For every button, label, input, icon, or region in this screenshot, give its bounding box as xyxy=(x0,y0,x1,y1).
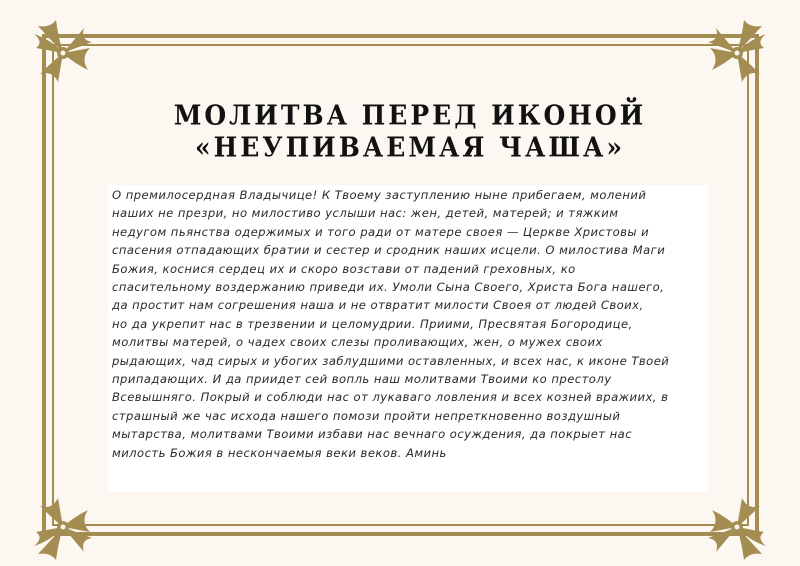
prayer-line: спасения отпадающих братии и сестер и сродник наших исцели. О милостива Маги xyxy=(112,243,666,258)
prayer-line: но да укрепит нас в трезвении и целомудрии. Приими, Пресвятая Богородице, xyxy=(112,316,633,331)
prayer-line: Божия, коснися сердец их и скоро возстави от падений греховных, ко xyxy=(112,261,576,276)
prayer-line: наших не презри, но милостиво услыши нас: жен, детей, матерей; и тяжким xyxy=(112,206,619,221)
prayer-line: Всевышняго. Покрый и соблюди нас от лукаваго ловления и всех козней вражиих, в xyxy=(112,390,669,405)
prayer-text-box xyxy=(108,185,708,492)
prayer-line: припадающих. И да приидет сей вопль наш молитвами Твоими ко престолу xyxy=(112,372,612,386)
ornament-corner-bottom-left-icon xyxy=(28,492,98,562)
prayer-line: да простит нам согрешения наша и не отвратит милости Своея от людей Своих, xyxy=(112,298,644,313)
prayer-line: мытарства, молитвами Твоими избави нас вечнаго осуждения, да покрыет нас xyxy=(112,427,633,442)
prayer-line: молитвы матерей, о чадех своих слезы проливающих, жен, о мужех своих xyxy=(112,335,603,350)
prayer-line: спасительному воздержанию приведи их. Умоли Сына Своего, Христа Бога нашего, xyxy=(112,280,665,294)
prayer-line: недугом пьянства одержимых и того ради от матере своея — Церкве Христовы и xyxy=(112,224,650,239)
prayer-line: страшный же час исхода нашего помози пройти непреткновенно воздушный xyxy=(112,408,621,423)
ornament-corner-bottom-right-icon xyxy=(702,492,772,562)
prayer-line: О премилосердная Владычице! К Твоему заступлению ныне прибегаем, молений xyxy=(112,188,647,202)
page-title: МОЛИТВА ПЕРЕД ИКОНОЙ «НЕУПИВАЕМАЯ ЧАША» xyxy=(173,99,647,163)
prayer-line: рыдающих, чад сирых и убогих заблудшими оставленных, и всех нас, к иконе Твоей xyxy=(112,353,670,368)
prayer-line: милость Божия в нескончаемыя веки веков. Аминь xyxy=(112,445,447,460)
ornament-corner-top-left-icon xyxy=(28,18,98,88)
ornament-corner-top-right-icon xyxy=(702,18,772,88)
